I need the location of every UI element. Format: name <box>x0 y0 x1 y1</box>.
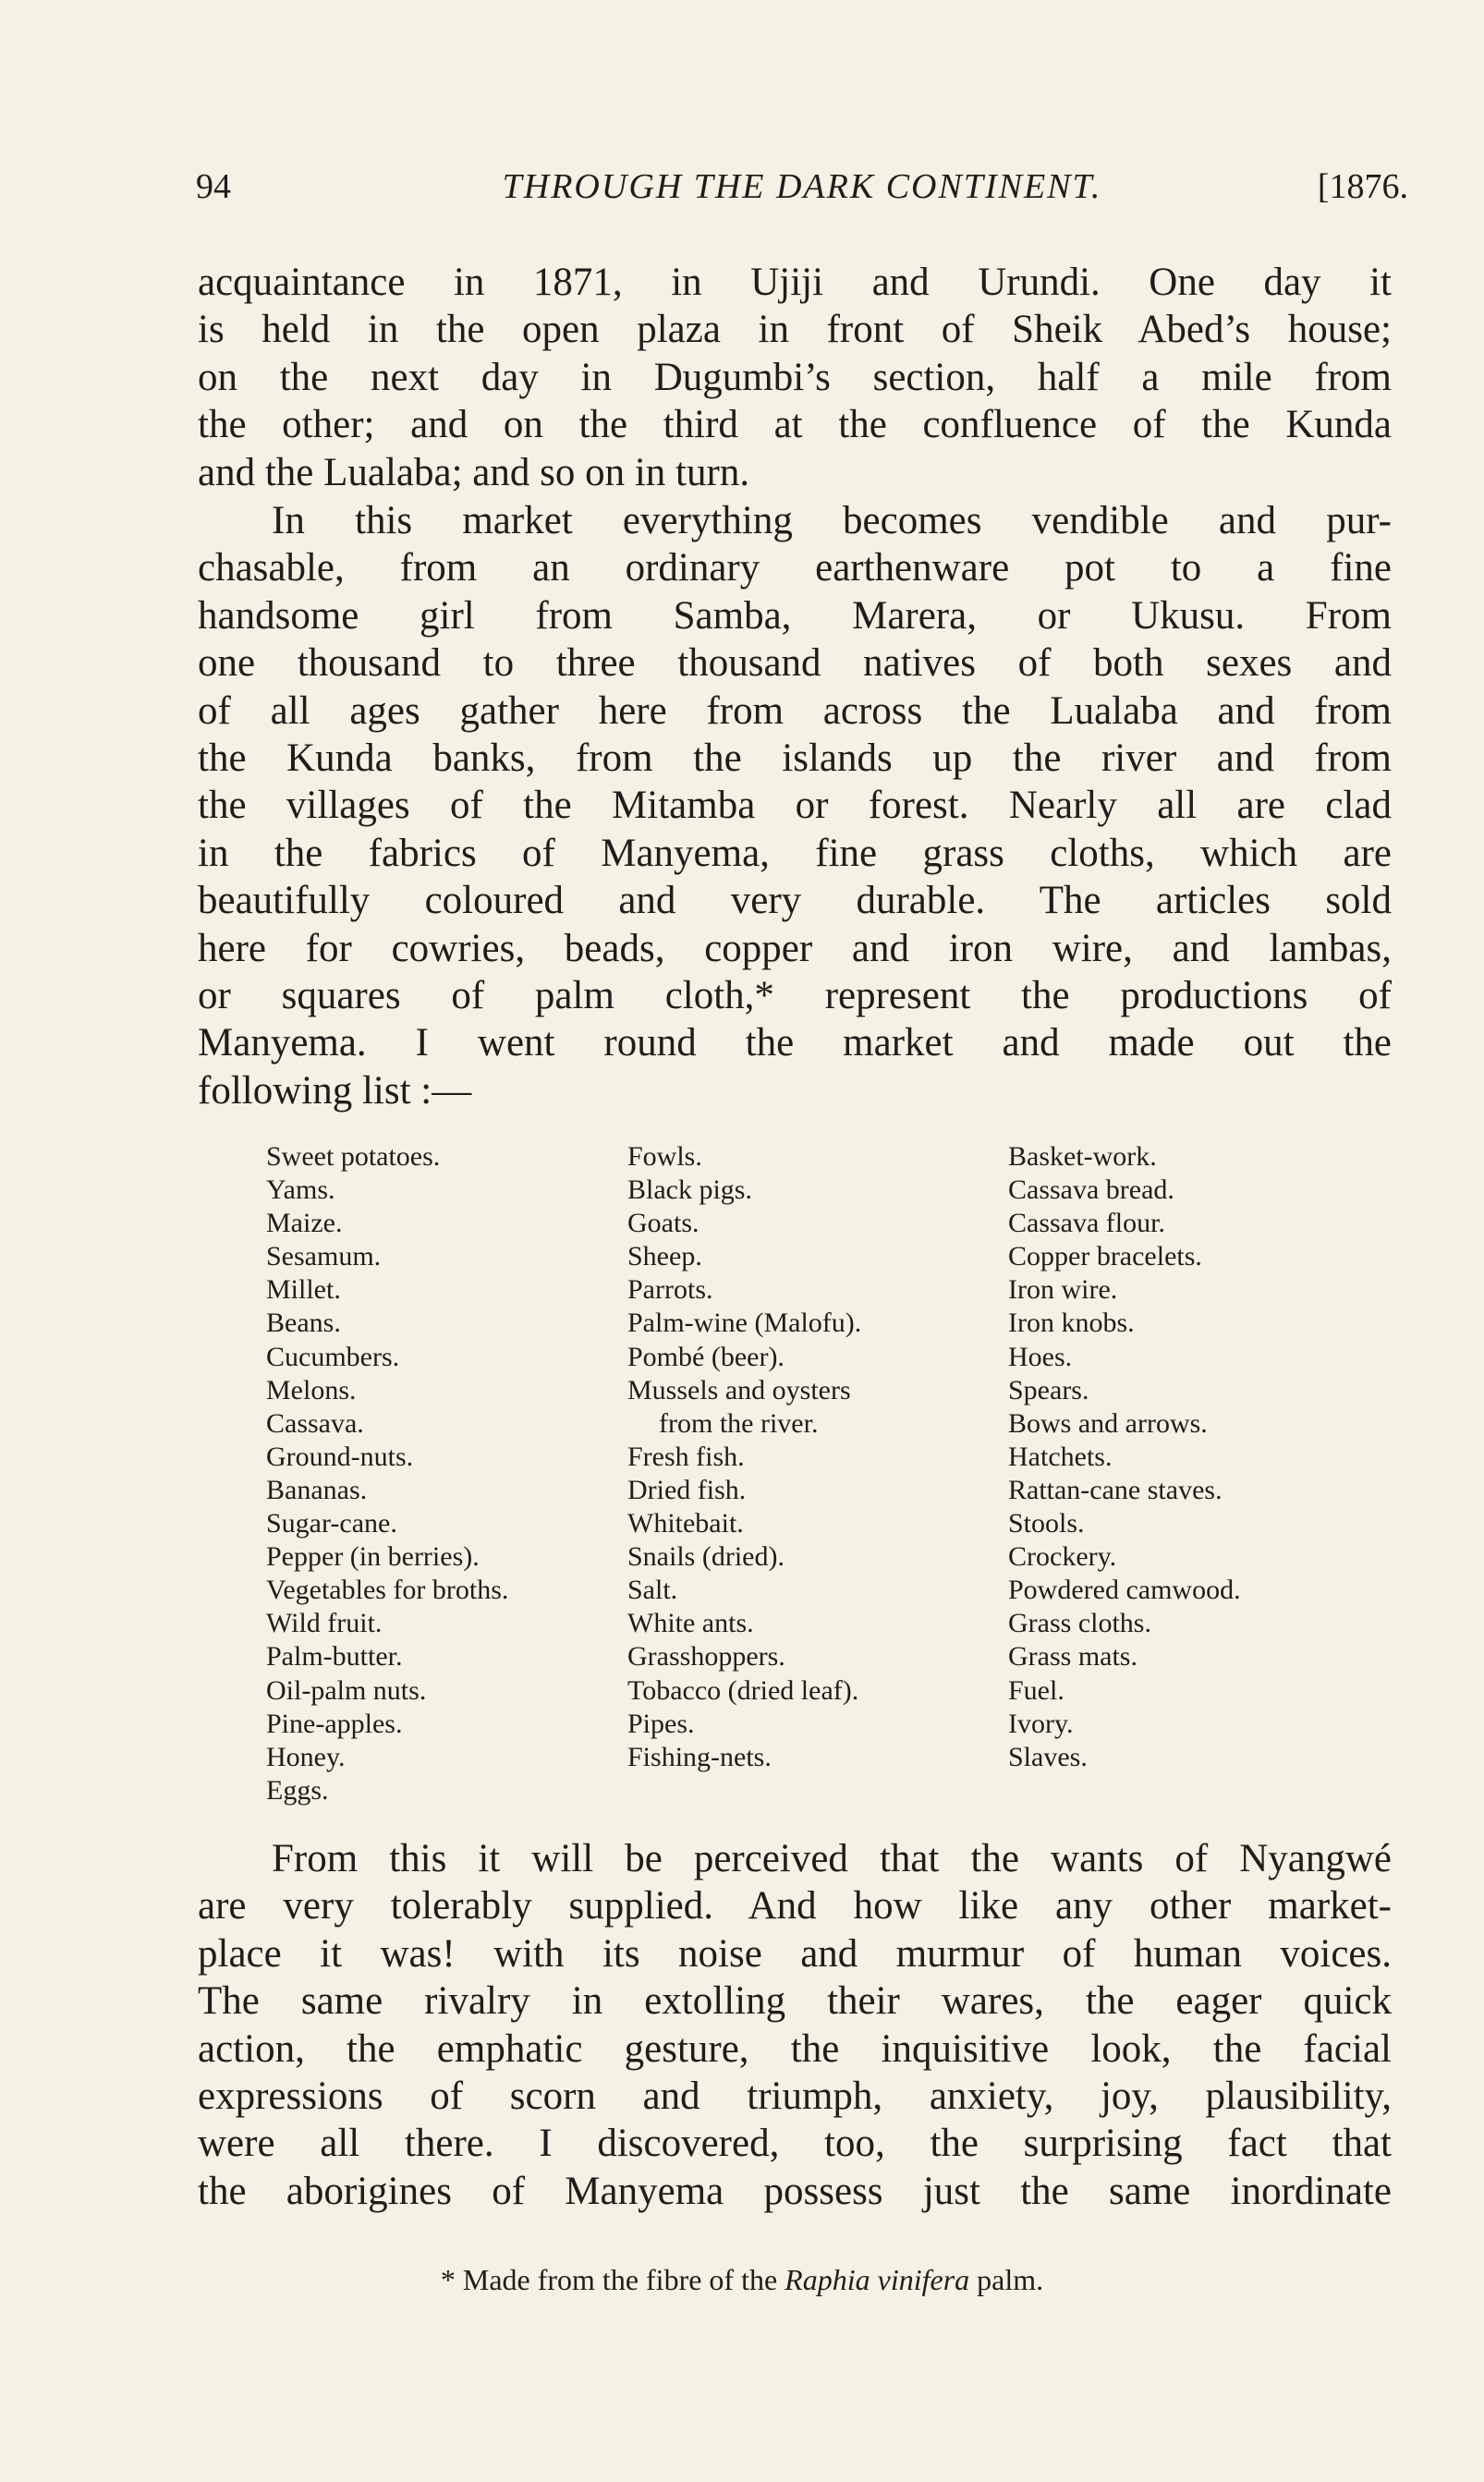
footnote-text: Made from the fibre of the <box>462 2263 778 2296</box>
list-item: Slaves. <box>1008 1741 1088 1772</box>
list-item: Pepper (in berries). <box>266 1541 480 1573</box>
list-item: from the river. <box>659 1407 819 1439</box>
text-line: beautifully coloured and very durable. The articles sold <box>198 879 1392 923</box>
text-line: are very tolerably supplied. And how like any other market- <box>198 1884 1392 1928</box>
list-item: Pipes. <box>627 1708 695 1739</box>
list-item: Stools. <box>1008 1508 1085 1539</box>
list-item: Iron wire. <box>1008 1274 1118 1306</box>
list-item: Rattan-cane staves. <box>1008 1474 1222 1505</box>
list-item: Black pigs. <box>627 1174 752 1206</box>
list-item: Fowls. <box>627 1141 702 1172</box>
list-item: Snails (dried). <box>627 1541 785 1573</box>
text-line: In this market everything becomes vendible and pur- <box>272 499 1392 542</box>
list-item: Goats. <box>627 1208 699 1239</box>
text-line: following list :— <box>198 1068 472 1113</box>
list-item: Iron knobs. <box>1008 1308 1135 1339</box>
paragraph-3 <box>198 1835 1392 2215</box>
list-item: Crockery. <box>1008 1541 1117 1573</box>
list-item: Mussels and oysters <box>627 1374 851 1405</box>
running-title: THROUGH THE DARK CONTINENT. <box>502 167 1102 206</box>
text-line: and the Lualaba; and so on in turn. <box>198 450 750 494</box>
list-item: Beans. <box>266 1308 341 1339</box>
text-line: action, the emphatic gesture, the inquisitive look, the facial <box>198 2026 1392 2071</box>
footnote-text-end: palm. <box>977 2263 1044 2296</box>
list-item: Powdered camwood. <box>1008 1575 1241 1606</box>
list-item: Bows and arrows. <box>1008 1407 1208 1439</box>
list-item: Parrots. <box>627 1274 713 1306</box>
text-line: From this it will be perceived that the wants of Nyangwé <box>272 1837 1392 1880</box>
text-line: place it was! with its noise and murmur of human voices. <box>198 1931 1392 1976</box>
text-line: in the fabrics of Manyema, fine grass cloths, which are <box>198 831 1392 875</box>
list-item: Cassava. <box>266 1407 364 1439</box>
running-year: [1876. <box>1317 167 1408 206</box>
text-line: one thousand to three thousand natives of both sexes and <box>198 641 1392 686</box>
list-item: Oil-palm nuts. <box>266 1674 427 1706</box>
list-item: Sugar-cane. <box>266 1508 397 1539</box>
page-number: 94 <box>196 167 231 206</box>
text-line: handsome girl from Samba, Marera, or Ukusu. From <box>198 593 1392 638</box>
list-item: Cassava bread. <box>1008 1174 1174 1206</box>
list-item: Fuel. <box>1008 1674 1064 1706</box>
text-line: Manyema. I went round the market and made out the <box>198 1021 1392 1065</box>
list-item: Copper bracelets. <box>1008 1241 1202 1272</box>
list-item: Ground-nuts. <box>266 1441 414 1472</box>
text-line: or squares of palm cloth,* represent the productions of <box>198 973 1392 1017</box>
list-item: Dried fish. <box>627 1474 747 1505</box>
list-item: Salt. <box>627 1575 678 1606</box>
footnote <box>0 2263 1484 2297</box>
list-item: Hatchets. <box>1008 1441 1113 1472</box>
list-item: Ivory. <box>1008 1708 1074 1739</box>
list-item: Grass mats. <box>1008 1641 1137 1673</box>
list-item: Palm-butter. <box>266 1641 403 1673</box>
footnote-species-name: Raphia vinifera <box>785 2263 970 2296</box>
list-item: Whitebait. <box>627 1508 744 1539</box>
text-line: here for cowries, beads, copper and iron wire, and lambas, <box>198 926 1392 970</box>
text-line: were all there. I discovered, too, the surprising fact that <box>198 2122 1392 2166</box>
list-item: Cassava flour. <box>1008 1208 1165 1239</box>
list-item: Basket-work. <box>1008 1141 1157 1172</box>
text-line: acquaintance in 1871, in Ujiji and Urundi. One day it <box>198 261 1392 304</box>
list-item: Pombé (beer). <box>627 1341 785 1372</box>
list-item: Yams. <box>266 1174 335 1206</box>
list-item: Sheep. <box>627 1241 702 1272</box>
text-line: the Kunda banks, from the islands up the river and from <box>198 736 1392 780</box>
list-column-1 <box>266 1140 508 1807</box>
paragraph-1 <box>198 259 1392 496</box>
list-item: Pine-apples. <box>266 1708 403 1739</box>
list-item: Grass cloths. <box>1008 1608 1151 1639</box>
list-column-2 <box>627 1140 861 1774</box>
list-item: Tobacco (dried leaf). <box>627 1674 859 1706</box>
list-item: Cucumbers. <box>266 1341 400 1372</box>
list-item: Honey. <box>266 1741 346 1772</box>
list-item: Sesamum. <box>266 1241 382 1272</box>
text-line: on the next day in Dugumbi’s section, half a mile from <box>198 355 1392 399</box>
list-item: Vegetables for broths. <box>266 1575 509 1606</box>
text-line: chasable, from an ordinary earthenware pot to a fine <box>198 546 1392 590</box>
list-item: Fresh fish. <box>627 1441 745 1472</box>
list-item: Millet. <box>266 1274 341 1306</box>
list-item: White ants. <box>627 1608 754 1639</box>
list-item: Eggs. <box>266 1774 329 1806</box>
text-line: is held in the open plaza in front of Sheik Abed’s house; <box>198 308 1392 352</box>
paragraph-2 <box>198 497 1392 1114</box>
list-item: Grasshoppers. <box>627 1641 785 1673</box>
list-item: Maize. <box>266 1208 343 1239</box>
text-line: the villages of the Mitamba or forest. Nearly all are clad <box>198 784 1392 828</box>
list-column-3 <box>1008 1140 1241 1774</box>
list-item: Hoes. <box>1008 1341 1073 1372</box>
list-item: Bananas. <box>266 1474 368 1505</box>
list-item: Fishing-nets. <box>627 1741 772 1772</box>
text-line: The same rivalry in extolling their wares, the eager quick <box>198 1979 1392 2024</box>
list-item: Sweet potatoes. <box>266 1141 441 1172</box>
list-item: Melons. <box>266 1374 357 1405</box>
running-header <box>196 166 1408 213</box>
text-line: the other; and on the third at the confluence of the Kunda <box>198 403 1392 447</box>
text-line: of all ages gather here from across the Lualaba and from <box>198 688 1392 733</box>
list-item: Palm-wine (Malofu). <box>627 1308 862 1339</box>
list-item: Spears. <box>1008 1374 1089 1405</box>
list-item: Wild fruit. <box>266 1608 383 1639</box>
text-line: the aborigines of Manyema possess just the same inordinate <box>198 2169 1392 2213</box>
footnote-marker: * <box>440 2263 456 2296</box>
text-line: expressions of scorn and triumph, anxiety, joy, plausibility, <box>198 2074 1392 2118</box>
